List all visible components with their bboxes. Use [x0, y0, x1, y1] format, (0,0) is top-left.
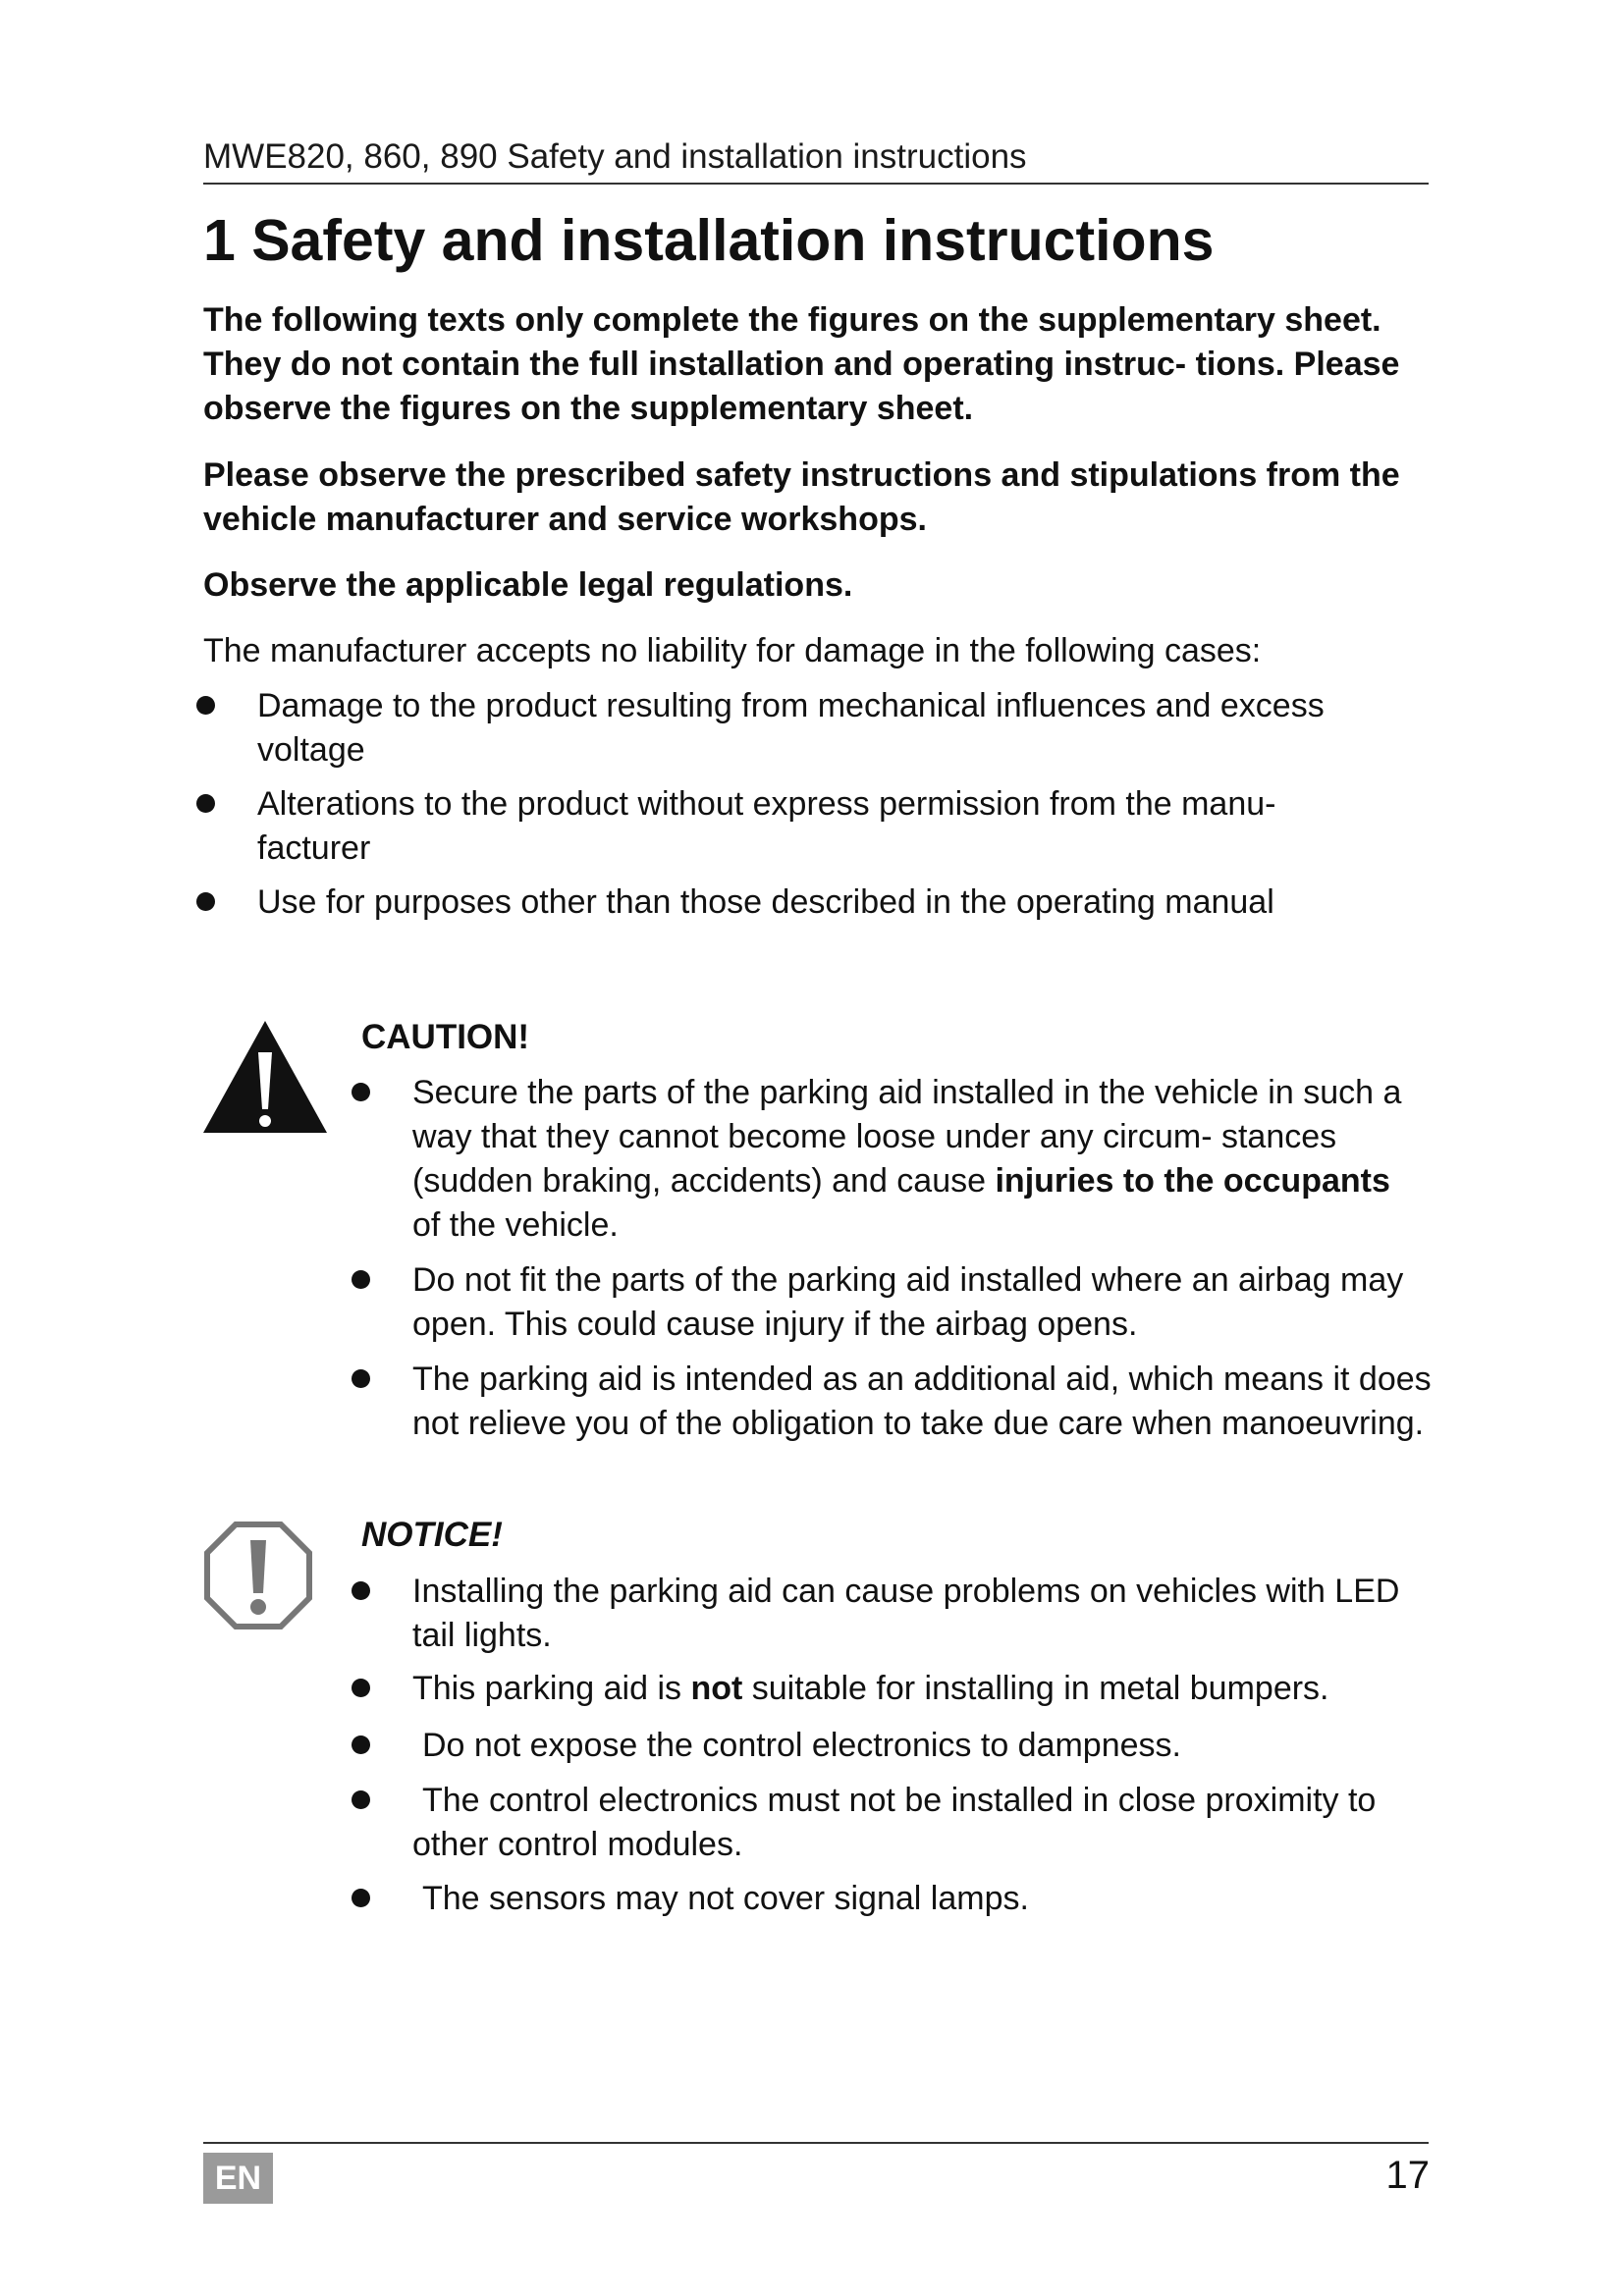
liability-list-item: [257, 684, 1435, 773]
caution-item-text: Secure the parts of the parking aid installed in the vehicle in such a way that they cannot become loose under any circum- stances (sudden braking, accidents) and cause: [412, 1074, 1402, 1200]
bullet-icon: [352, 1270, 370, 1289]
liability-list-item: [257, 782, 1396, 871]
notice-item-emphasis: not: [690, 1670, 743, 1707]
notice-item-text: Installing the parking aid can cause problems on vehicles with LED tail lights.: [412, 1573, 1400, 1654]
bullet-icon: [352, 1735, 370, 1754]
page-title: 1 Safety and installation instructions: [203, 208, 1215, 273]
caution-item-emphasis: injuries to the occupants: [995, 1162, 1390, 1200]
notice-list-item: [422, 1724, 1434, 1768]
caution-item-text-end: of the vehicle.: [412, 1206, 619, 1244]
caution-item-text: Do not fit the parts of the parking aid installed where an airbag may open. This could cause injury if the airbag opens.: [412, 1261, 1404, 1343]
notice-item-text: This parking aid is: [412, 1670, 691, 1707]
bullet-icon: [352, 1790, 370, 1809]
caution-label: CAUTION!: [361, 1018, 530, 1056]
notice-item-text: The control electronics must not be installed in close proximity to other control modules.: [412, 1782, 1377, 1863]
liability-item-text: Alterations to the product without express permission from the manu- facturer: [257, 785, 1276, 867]
notice-item-text: The sensors may not cover signal lamps.: [422, 1880, 1029, 1917]
notice-label: NOTICE!: [361, 1516, 503, 1554]
liability-item-text: Damage to the product resulting from mechanical influences and excess voltage: [257, 687, 1325, 769]
intro-paragraph-safety-stipulations: Please observe the prescribed safety instructions and stipulations from the vehicle manufacturer and service workshops.: [203, 456, 1400, 538]
intro-paragraph-legal-regulations: Observe the applicable legal regulations.: [203, 566, 853, 604]
bullet-icon: [196, 794, 215, 813]
notice-item-text: Do not expose the control electronics to dampness.: [422, 1727, 1181, 1764]
language-badge: EN: [203, 2153, 273, 2204]
footer-divider: [203, 2142, 1429, 2144]
page-number: 17: [1385, 2154, 1430, 2197]
notice-list-item: [412, 1779, 1438, 1867]
notice-list-item: [412, 1667, 1443, 1711]
liability-lead-text: The manufacturer accepts no liability for damage in the following cases:: [203, 632, 1262, 669]
bullet-icon: [352, 1679, 370, 1697]
warning-triangle-icon: [201, 1019, 329, 1135]
liability-item-text: Use for purposes other than those described in the operating manual: [257, 883, 1274, 921]
caution-list-item: [412, 1258, 1443, 1347]
caution-list-item: [412, 1071, 1424, 1248]
caution-item-text: The parking aid is intended as an additional aid, which means it does not relieve you of the obligation to take due care when manoeuvring.: [412, 1361, 1432, 1442]
bullet-icon: [196, 892, 215, 911]
bullet-icon: [352, 1369, 370, 1388]
intro-paragraph-supplementary-sheet: The following texts only complete the figures on the supplementary sheet. They do not contain the full installation and operating instruc- tions. Please observe the figures on the supplementary sheet.: [203, 301, 1400, 427]
notice-list-item: [422, 1877, 1434, 1921]
liability-list-item: [257, 881, 1435, 925]
notice-list-item: [412, 1570, 1414, 1658]
bullet-icon: [352, 1889, 370, 1907]
notice-octagon-icon: [203, 1521, 313, 1630]
caution-list-item: [412, 1358, 1434, 1446]
bullet-icon: [196, 696, 215, 715]
bullet-icon: [352, 1581, 370, 1600]
bullet-icon: [352, 1083, 370, 1101]
running-header: MWE820, 860, 890 Safety and installation instructions: [203, 133, 1429, 185]
notice-item-text-end: suitable for installing in metal bumpers.: [742, 1670, 1329, 1707]
